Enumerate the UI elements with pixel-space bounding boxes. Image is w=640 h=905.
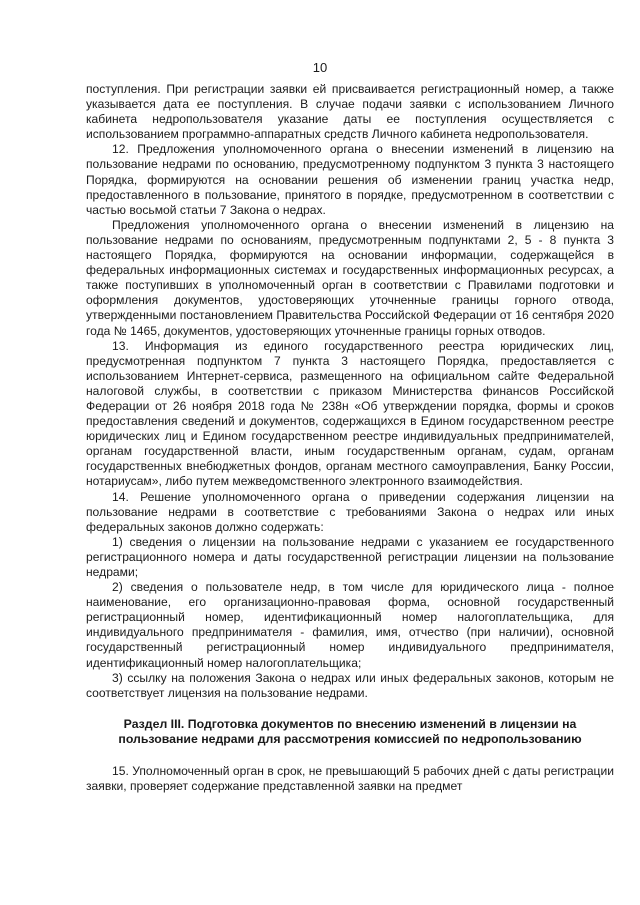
list-item-1: 1) сведения о лицензии на пользование недрами с указанием ее государственного регистрационного номера и даты государственной регистрации лицензии на пользование недрами; xyxy=(86,534,614,579)
paragraph-continuation: поступления. При регистрации заявки ей присваивается регистрационный номер, а также указывается дата ее поступления. В случае подачи заявки с использованием Личного кабинета недропользователя указание даты ее поступления осуществляется с использованием программно-аппаратных средств Личного кабинета недропользователя. xyxy=(86,82,614,142)
paragraph-item-13: 13. Информация из единого государственного реестра юридических лиц, предусмотренная подпунктом 7 пункта 3 настоящего Порядка, предоставляется с использованием Интернет-сервиса, размещенного на официальном сайте Федеральной налоговой службы, в соответствии с приказом Министерства финансов Российской Федерации от 26 ноября 2018 года № 238н «Об утверждении порядка, формы и сроков предоставления сведений и документов, содержащихся в Едином государственном реестре юридических лиц и Едином государственном реестре индивидуальных предпринимателей, органам государственной власти, иным государственным органам, судам, органам государственных внебюджетных фондов, органам местного самоуправления, Банку России, нотариусам», либо путем межведомственного электронного взаимодействия. xyxy=(86,338,614,489)
list-item-2: 2) сведения о пользователе недр, в том числе для юридического лица - полное наименование, его организационно-правовая форма, основной государственный регистрационный номер, идентификационный номер налогоплательщика, для индивидуального предпринимателя - фамилия, имя, отчество (при наличии), основной государственный регистрационный номер индивидуального предпринимателя, идентификационный номер налогоплательщика; xyxy=(86,580,614,670)
paragraph-item-15: 15. Уполномоченный орган в срок, не превышающий 5 рабочих дней с даты регистрации заявки, проверяет содержание представленной заявки на предмет xyxy=(86,763,614,793)
paragraph-item-12: 12. Предложения уполномоченного органа о внесении изменений в лицензию на пользование недрами по основанию, предусмотренному подпунктом 3 пункта 3 настоящего Порядка, формируются на основании решения об изменении границ участка недр, предоставленного в пользование, принятого в порядке, предусмотренном в соответствии с частью восьмой статьи 7 Закона о недрах. xyxy=(86,142,614,217)
list-item-3: 3) ссылку на положения Закона о недрах или иных федеральных законов, которым не соответствует лицензия на пользование недрами. xyxy=(86,670,614,700)
paragraph-item-14: 14. Решение уполномоченного органа о приведении содержания лицензии на пользование недрами в соответствие с требованиями Закона о недрах или иных федеральных законов должно содержать: xyxy=(86,489,614,534)
document-body xyxy=(86,82,614,794)
page-number: 10 xyxy=(312,60,328,75)
section-heading: Раздел III. Подготовка документов по внесению изменений в лицензии на пользование недрами для рассмотрения комиссией по недропользованию xyxy=(118,716,582,747)
paragraph-proposals: Предложения уполномоченного органа о внесении изменений в лицензию на пользование недрами по основаниям, предусмотренным подпунктами 2, 5 - 8 пункта 3 настоящего Порядка, формируются на основании информации, содержащейся в федеральных информационных системах и государственных информационных ресурсах, а также поступивших в уполномоченный орган в соответствии с Правилами подготовки и оформления документов, удостоверяющих уточненные границы горного отвода, утвержденными постановлением Правительства Российской Федерации от 16 сентября 2020 года № 1465, документов, удостоверяющих уточненные границы горных отводов. xyxy=(86,217,614,338)
